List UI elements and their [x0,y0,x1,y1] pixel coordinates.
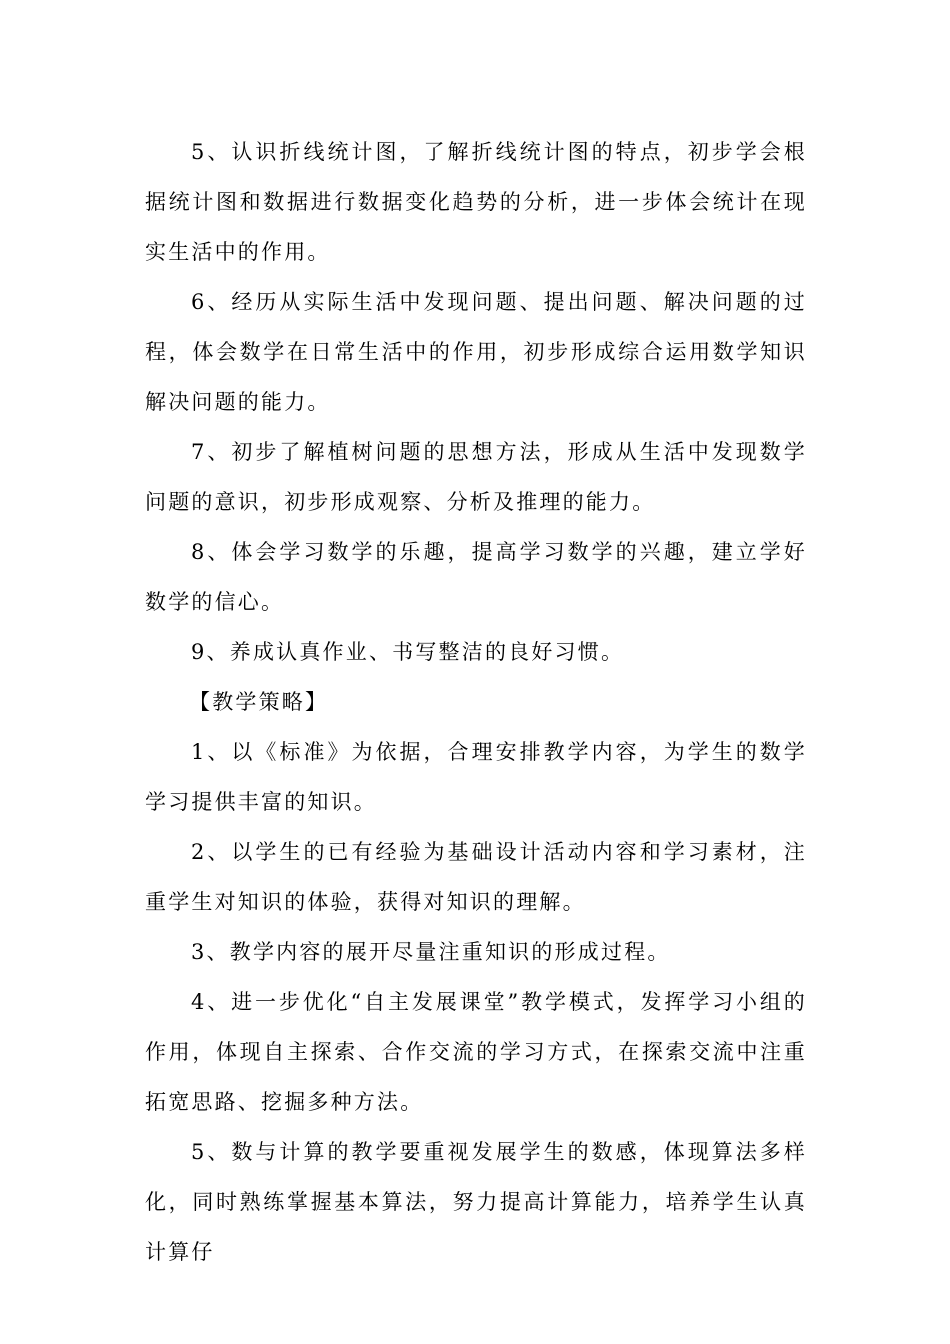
goal-paragraph-8: 8、体会学习数学的乐趣，提高学习数学的兴趣，建立学好数学的信心。 [145,540,807,614]
goal-paragraph-6: 6、经历从实际生活中发现问题、提出问题、解决问题的过程，体会数学在日常生活中的作用，初步形成综合运用数学知识解决问题的能力。 [145,290,807,414]
goal-paragraph-7: 7、初步了解植树问题的思想方法，形成从生活中发现数学问题的意识，初步形成观察、分析及推理的能力。 [145,440,807,514]
goal-paragraph-5: 5、认识折线统计图，了解折线统计图的特点，初步学会根据统计图和数据进行数据变化趋势的分析，进一步体会统计在现实生活中的作用。 [145,140,807,264]
strategy-paragraph-5: 5、数与计算的教学要重视发展学生的数感，体现算法多样化，同时熟练掌握基本算法，努力提高计算能力，培养学生认真计算仔 [145,1140,807,1264]
document-body [145,127,807,1277]
strategy-paragraph-2: 2、以学生的已有经验为基础设计活动内容和学习素材，注重学生对知识的体验，获得对知识的理解。 [145,840,807,914]
goal-paragraph-9: 9、养成认真作业、书写整洁的良好习惯。 [191,640,625,664]
strategy-paragraph-4: 4、进一步优化“自主发展课堂”教学模式，发挥学习小组的作用，体现自主探索、合作交流的学习方式，在探索交流中注重拓宽思路、挖掘多种方法。 [145,990,807,1114]
strategy-paragraph-1: 1、以《标准》为依据，合理安排教学内容，为学生的数学学习提供丰富的知识。 [145,740,807,814]
section-heading: 【教学策略】 [189,690,329,714]
strategy-paragraph-3: 3、教学内容的展开尽量注重知识的形成过程。 [191,940,671,964]
